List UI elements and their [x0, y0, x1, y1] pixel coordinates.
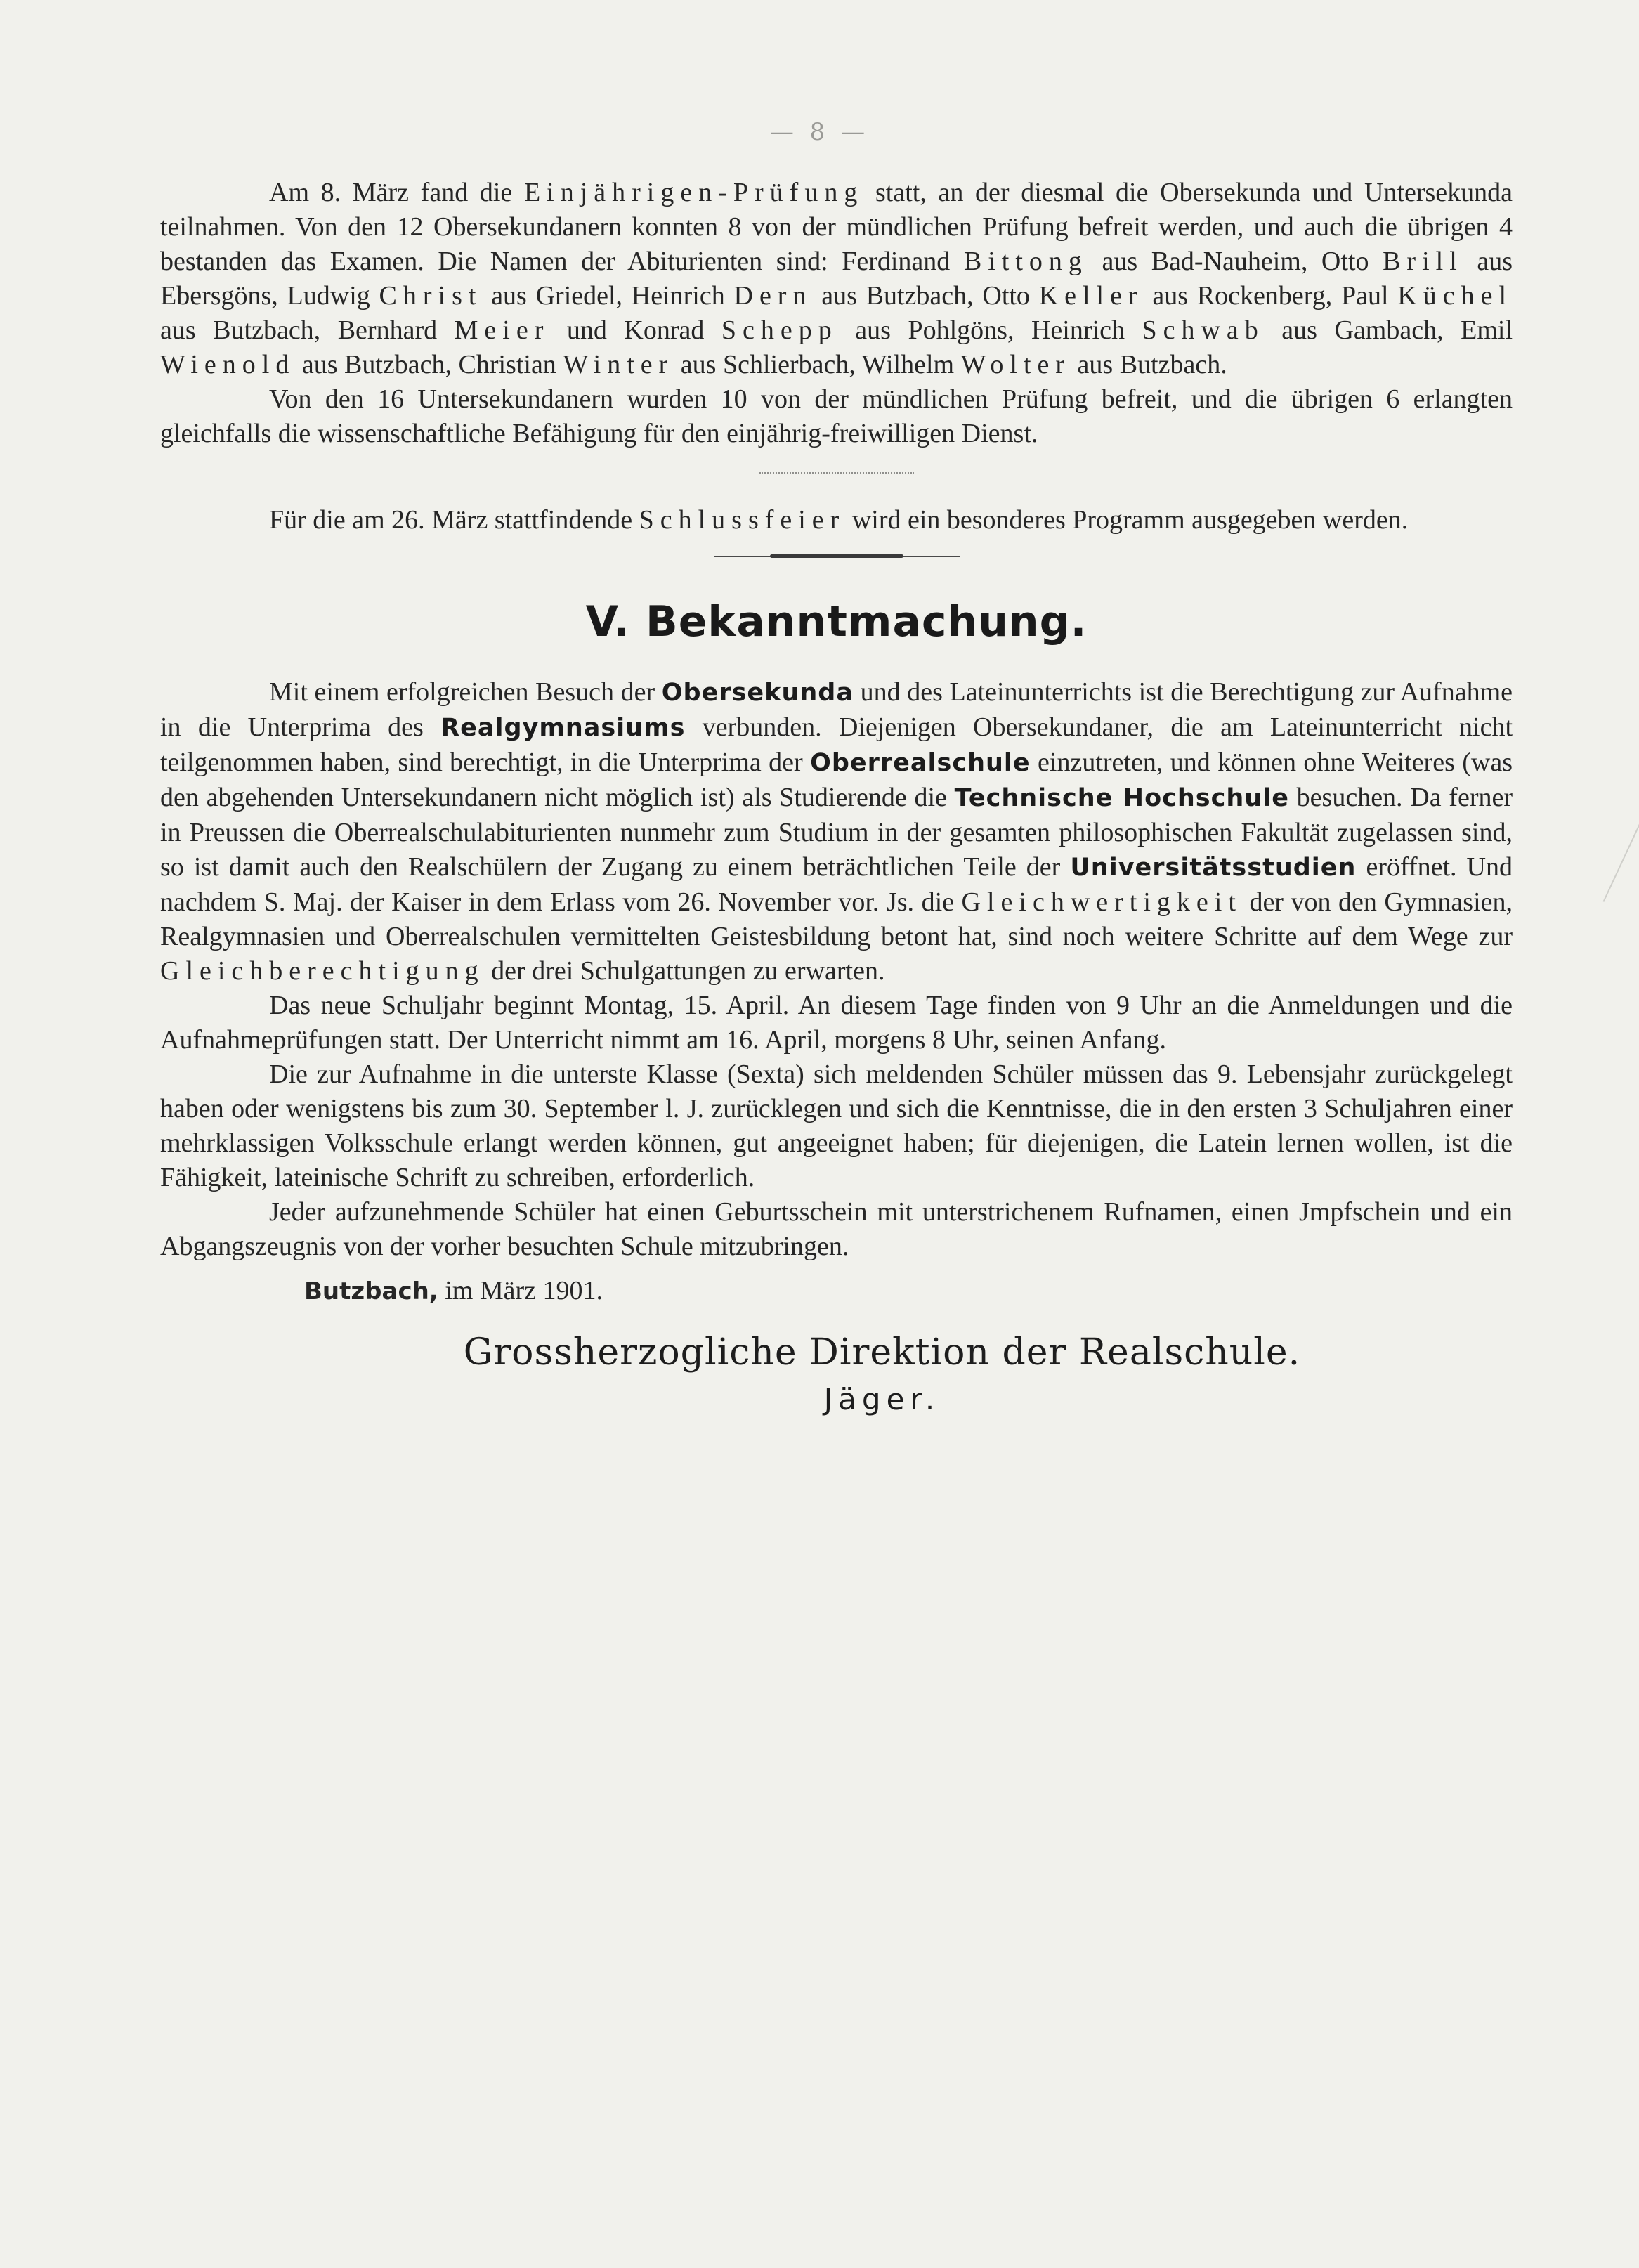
text-run: besuchen. Da ferner in Preussen die Oberrealschulabiturienten nunmehr zum Studium in der gesamten philosophischen Fakultät zugelassen sind, so ist damit auch den Realschülern der Zugang zu einem beträchtlichen Teile der — [160, 783, 1513, 882]
name-wolter: Wolter — [960, 350, 1071, 379]
name-winter: Winter — [563, 350, 674, 379]
document-body — [160, 176, 1513, 1416]
emphasis-technische-hochschule: Technische Hochschule — [954, 784, 1289, 812]
text-run: der von den Gymnasien, Realgymnasien und Oberrealschulen vermittelten Geistesbildung betont hat, sind noch weitere Schritte auf dem Wege zur — [160, 887, 1513, 951]
name-brill: Brill — [1383, 247, 1463, 276]
name-wienold: Wienold — [160, 350, 296, 379]
name-meier: Meier — [454, 315, 550, 345]
text-run: aus Butzbach, Otto — [812, 281, 1039, 311]
date-text: im März 1901. — [438, 1276, 603, 1305]
text-run: aus Griedel, Heinrich — [482, 281, 734, 311]
emphasis-universitaetsstudien: Universitätsstudien — [1070, 854, 1357, 882]
name-bittong: Bittong — [963, 247, 1088, 276]
emphasis-gleichwertigkeit: Gleichwertigkeit — [961, 887, 1242, 917]
paragraph-aufnahme-sexta: Die zur Aufnahme in die unterste Klasse (Sexta) sich meldenden Schüler müssen das 9. Lebensjahr zurückgelegt haben oder wenigstens bis zum 30. September l. J. zurücklegen und sich die Kenntnisse, die in den ersten 3 Schuljahren einer mehrklassigen Volksschule erlangt werden können, gut angeeignet haben; für diejenigen, die Latein lernen wollen, ist die Fähigkeit, lateinische Schrift zu schreiben, erforderlich. — [160, 1060, 1513, 1192]
text-run: der drei Schulgattungen zu erwarten. — [484, 956, 885, 986]
name-christ: Christ — [379, 281, 483, 311]
text-run: und Konrad — [549, 315, 721, 345]
name-schwab: Schwab — [1142, 315, 1265, 345]
dotted-separator — [759, 472, 914, 474]
paragraph-schuljahr-beginn: Das neue Schuljahr beginnt Montag, 15. April. An diesem Tage finden von 9 Uhr an die Anmeldungen und die Aufnahmeprüfungen statt. Der Unterricht nimmt am 16. April, morgens 8 Uhr, seinen Anfang. — [160, 991, 1513, 1055]
text-run: aus Butzbach. — [1071, 350, 1227, 379]
text-run: aus Ebersgöns, Ludwig — [160, 247, 1513, 311]
paragraph-unterlagen: Jeder aufzunehmende Schüler hat einen Geburtsschein mit unterstrichenem Rufnamen, einen Jmpfschein und ein Abgangszeugnis von der vorher besuchten Schule mitzubringen. — [160, 1197, 1513, 1261]
signature-name: Jäger. — [823, 1382, 941, 1416]
text-run: Für die am 26. März stattfindende — [269, 505, 639, 535]
text-run: aus Bad-Nauheim, Otto — [1088, 247, 1383, 276]
emphasis-schlussfeier: Schlussfeier — [639, 505, 846, 535]
paragraph-berechtigungen — [160, 675, 1513, 989]
text-run: aus Gambach, Emil — [1264, 315, 1513, 345]
text-run: aus Rockenberg, Paul — [1143, 281, 1398, 311]
text-run: Am 8. März fand die — [269, 178, 524, 207]
emphasis-realgymnasiums: Realgymnasiums — [440, 714, 686, 742]
section-title: V. Bekanntmachung. — [585, 597, 1088, 646]
text-run: statt, an der diesmal die Obersekunda und Untersekunda teilnahmen. Von den 12 Obersekundanern konnten 8 von der mündlichen Prüfung befreit werden, und auch die übrigen 4 bestanden das Examen. Die Namen der Abiturienten sind: Ferdinand — [160, 178, 1513, 276]
emphasis-einjaehrigen-pruefung: Einjährigen-Prüfung — [523, 178, 864, 207]
text-run: verbunden. Diejenigen Obersekundaner, die am Lateinunterricht nicht teilgenommen haben, sind berechtigt, in die Unterprima der — [160, 712, 1513, 777]
text-run: aus Butzbach, Christian — [295, 350, 563, 379]
text-run: und des Lateinunterrichts ist die Berechtigung zur Aufnahme in die Unterprima des — [160, 677, 1513, 742]
emphasis-gleichberechtigung: Gleichberechtigung — [160, 956, 485, 986]
text-run: Mit einem erfolgreichen Besuch der — [269, 677, 662, 707]
paragraph-schlussfeier — [160, 503, 1513, 537]
name-keller: Keller — [1038, 281, 1144, 311]
page-number: — 8 — — [769, 118, 870, 146]
ornamental-separator — [714, 556, 960, 557]
emphasis-oberrealschule: Oberrealschule — [810, 749, 1031, 777]
text-run: aus Pohlgöns, Heinrich — [837, 315, 1142, 345]
text-run: eröffnet. Und nachdem S. Maj. der Kaiser in dem Erlass vom 26. November vor. Js. die — [160, 852, 1513, 917]
paper-fold-mark — [1603, 812, 1639, 902]
text-run: einzutreten, und können ohne Weiteres (was den abgehenden Untersekundanern nicht möglich ist) als Studierende die — [160, 748, 1513, 812]
text-run: wird ein besonderes Programm ausgegeben werden. — [845, 505, 1409, 535]
text-run: aus Butzbach, Bernhard — [160, 315, 455, 345]
place-and-date — [160, 1274, 1513, 1309]
paragraph-exam-results — [160, 176, 1513, 382]
name-kuechel: Küchel — [1397, 281, 1513, 311]
paragraph-untersekunda-results: Von den 16 Untersekundanern wurden 10 von der mündlichen Prüfung befreit, und die übrigen 6 erlangten gleichfalls die wissenschaftliche Befähigung für den einjährig-freiwilligen Dienst. — [160, 384, 1513, 448]
signature-institution: Grossherzogliche Direktion der Realschule. — [463, 1331, 1301, 1374]
text-run: aus Schlierbach, Wilhelm — [674, 350, 961, 379]
emphasis-obersekunda: Obersekunda — [661, 679, 854, 707]
name-dern: Dern — [733, 281, 813, 311]
name-schepp: Schepp — [721, 315, 838, 345]
place-city: Butzbach, — [304, 1277, 438, 1305]
